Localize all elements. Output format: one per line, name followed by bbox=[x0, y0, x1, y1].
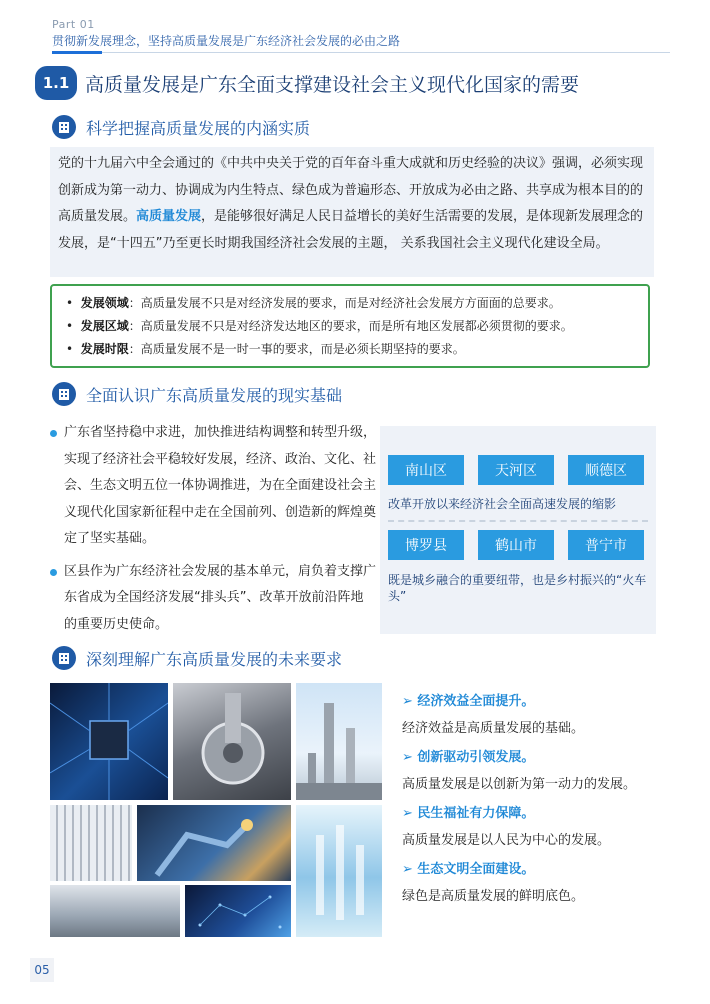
subsection-title: 全面认识广东高质量发展的现实基础 bbox=[86, 385, 343, 405]
bullet-item: • 发展区域：高质量发展不只是对经济发达地区的要求，而是所有地区发展都必须贯彻的要求。 bbox=[66, 319, 573, 333]
district-tag: 普宁市 bbox=[568, 530, 644, 560]
section-number-badge: 1.1 bbox=[35, 66, 77, 100]
panel-divider bbox=[388, 520, 648, 522]
development-requirements-box bbox=[50, 284, 650, 368]
building-icon bbox=[52, 646, 76, 670]
requirement-title: ➢ 创新驱动引领发展。 bbox=[402, 750, 535, 765]
requirement-title: ➢ 经济效益全面提升。 bbox=[402, 694, 535, 709]
highlight-term: 高质量发展 bbox=[136, 209, 202, 224]
equipment-room-image bbox=[50, 885, 180, 937]
district-caption: 改革开放以来经济社会全面高速发展的缩影 bbox=[388, 497, 617, 511]
digital-network-image bbox=[185, 885, 291, 937]
chapter-subtitle: 贯彻新发展理念，坚持高质量发展是广东经济社会发展的必由之路 bbox=[52, 34, 401, 48]
bullet-item: • 发展领域：高质量发展不只是对经济发展的要求，而是对经济社会发展方方面面的总要求。 bbox=[66, 296, 561, 310]
subsection-heading-3 bbox=[52, 646, 342, 670]
requirement-description: 高质量发展是以创新为第一动力的发展。 bbox=[402, 777, 637, 792]
requirement-item bbox=[402, 858, 584, 904]
page-number: 05 bbox=[30, 958, 54, 982]
subsection-heading-2 bbox=[52, 382, 342, 406]
district-caption: 既是城乡融合的重要纽带，也是乡村振兴的“火车头” bbox=[388, 573, 647, 603]
district-tag: 顺德区 bbox=[568, 455, 644, 485]
industrial-machine-image bbox=[173, 683, 291, 800]
building-icon bbox=[52, 115, 76, 139]
intro-paragraph: 党的十九届六中全会通过的《中共中央关于党的百年奋斗重大成就和历史经验的决议》强调，必须实现创新成为第一动力、协调成为内生特点、绿色成为普遍形态、开放成为必由之路、共享成为根本目的的高质量发展。高质量发展，是能够很好满足人民日益增长的美好生活需要的发展，是体现新发展理念的发展，是“十四五”乃至更长时期我国经济社会发展的主题， 关系我国社会主义现代化建设全局。 bbox=[58, 156, 644, 251]
header-divider bbox=[52, 52, 670, 53]
subsection-heading-1 bbox=[52, 115, 310, 139]
header-accent bbox=[52, 51, 102, 54]
refinery-image bbox=[296, 683, 382, 800]
circuit-board-image bbox=[50, 683, 168, 800]
district-tag: 天河区 bbox=[478, 455, 554, 485]
district-panel bbox=[380, 426, 656, 634]
subsection-title: 深刻理解广东高质量发展的未来要求 bbox=[86, 649, 343, 669]
bullet-item: • 发展时限：高质量发展不是一时一事的要求，而是必须长期坚持的要求。 bbox=[66, 342, 465, 356]
building-icon bbox=[52, 382, 76, 406]
subsection-title: 科学把握高质量发展的内涵实质 bbox=[86, 118, 311, 138]
requirement-item bbox=[402, 746, 636, 792]
district-tag: 南山区 bbox=[388, 455, 464, 485]
district-tag: 博罗县 bbox=[388, 530, 464, 560]
laboratory-image bbox=[296, 805, 382, 937]
requirement-title: ➢ 民生福祉有力保障。 bbox=[402, 806, 535, 821]
list-item: 广东省坚持稳中求进，加快推进结构调整和转型升级，实现了经济社会平稳较好发展，经济、政治、文化、社会、生态文明五位一体协调推进，为在全面建设社会主义现代化国家新征程中走在全国前列、创造新的辉煌奠定了坚实基础。 bbox=[50, 420, 376, 553]
section-title: 高质量发展是广东全面支撑建设社会主义现代化国家的需要 bbox=[85, 74, 580, 96]
part-label: Part 01 bbox=[52, 18, 95, 31]
requirement-description: 高质量发展是以人民为中心的发展。 bbox=[402, 833, 611, 848]
requirement-item bbox=[402, 802, 610, 848]
bullet-dot bbox=[50, 569, 57, 576]
requirement-description: 绿色是高质量发展的鲜明底色。 bbox=[402, 889, 585, 904]
robot-welding-image bbox=[137, 805, 291, 881]
requirement-title: ➢ 生态文明全面建设。 bbox=[402, 862, 535, 877]
bullet-dot bbox=[50, 430, 57, 437]
textile-factory-image bbox=[50, 805, 132, 881]
requirement-item bbox=[402, 690, 584, 736]
requirement-description: 经济效益是高质量发展的基础。 bbox=[402, 721, 585, 736]
list-item: 区县作为广东经济社会发展的基本单元，肩负着支撑广东省成为全国经济发展“排头兵”、改革开放前沿阵地的重要历史使命。 bbox=[50, 559, 376, 639]
district-tag: 鹤山市 bbox=[478, 530, 554, 560]
foundation-list bbox=[50, 420, 376, 638]
intro-paragraph-box bbox=[50, 147, 654, 277]
